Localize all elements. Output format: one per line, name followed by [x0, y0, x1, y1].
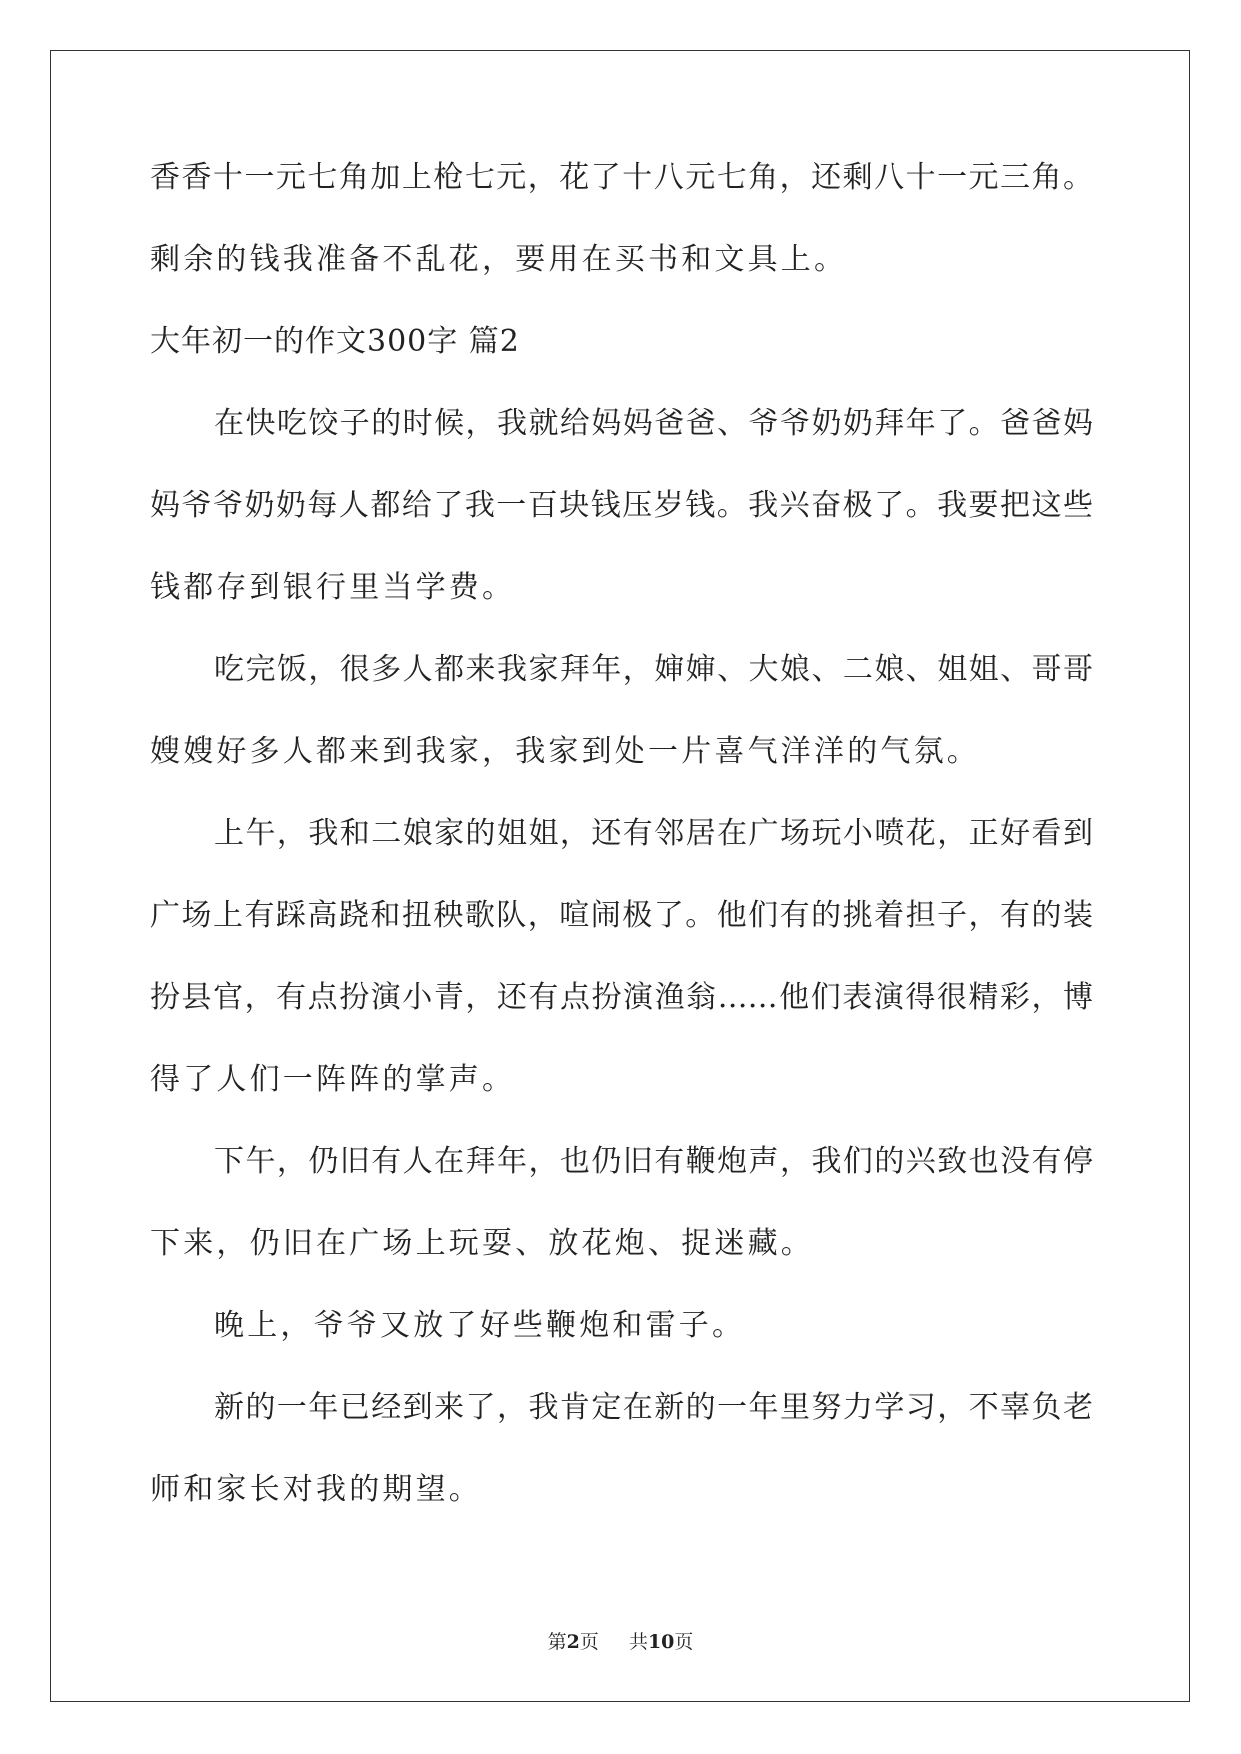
text-line: 香香十一元七角加上枪七元，花了十八元七角，还剩八十一元三角。	[150, 160, 1093, 195]
text-line: 在快吃饺子的时候，我就给妈妈爸爸、爷爷奶奶拜年了。爸爸妈	[214, 406, 1093, 441]
text-line: 新的一年已经到来了，我肯定在新的一年里努力学习，不辜负老	[214, 1390, 1093, 1425]
section-heading: 大年初一的作文300字 篇2	[150, 324, 520, 359]
text-line: 下午，仍旧有人在拜年，也仍旧有鞭炮声，我们的兴致也没有停	[214, 1144, 1093, 1179]
page-suffix: 页	[579, 1631, 599, 1653]
text-line: 妈爷爷奶奶每人都给了我一百块钱压岁钱。我兴奋极了。我要把这些	[150, 488, 1093, 523]
total-suffix: 页	[674, 1631, 694, 1653]
text-line: 广场上有踩高跷和扭秧歌队，喧闹极了。他们有的挑着担子，有的装	[150, 898, 1093, 933]
current-page: 2	[566, 1631, 580, 1653]
text-line: 嫂嫂好多人都来到我家，我家到处一片喜气洋洋的气氛。	[150, 734, 980, 769]
text-line: 师和家长对我的期望。	[150, 1472, 482, 1507]
page-total	[629, 1627, 693, 1654]
page-number	[548, 1627, 599, 1654]
total-prefix: 共	[628, 1631, 648, 1653]
page-prefix: 第	[547, 1631, 567, 1653]
text-line: 下来，仍旧在广场上玩耍、放花炮、捉迷藏。	[150, 1226, 814, 1261]
text-line: 晚上，爷爷又放了好些鞭炮和雷子。	[214, 1308, 746, 1343]
text-line: 吃完饭，很多人都来我家拜年，婶婶、大娘、二娘、姐姐、哥哥	[214, 652, 1093, 687]
document-body	[150, 152, 1093, 1546]
text-line: 上午，我和二娘家的姐姐，还有邻居在广场玩小喷花，正好看到	[214, 816, 1093, 851]
text-line: 扮县官，有点扮演小青，还有点扮演渔翁……他们表演得很精彩，博	[150, 980, 1093, 1015]
page-footer	[0, 1627, 1241, 1654]
total-pages: 10	[647, 1631, 675, 1653]
text-line: 得了人们一阵阵的掌声。	[150, 1062, 516, 1097]
text-line: 剩余的钱我准备不乱花，要用在买书和文具上。	[150, 242, 848, 277]
text-line: 钱都存到银行里当学费。	[150, 570, 516, 605]
